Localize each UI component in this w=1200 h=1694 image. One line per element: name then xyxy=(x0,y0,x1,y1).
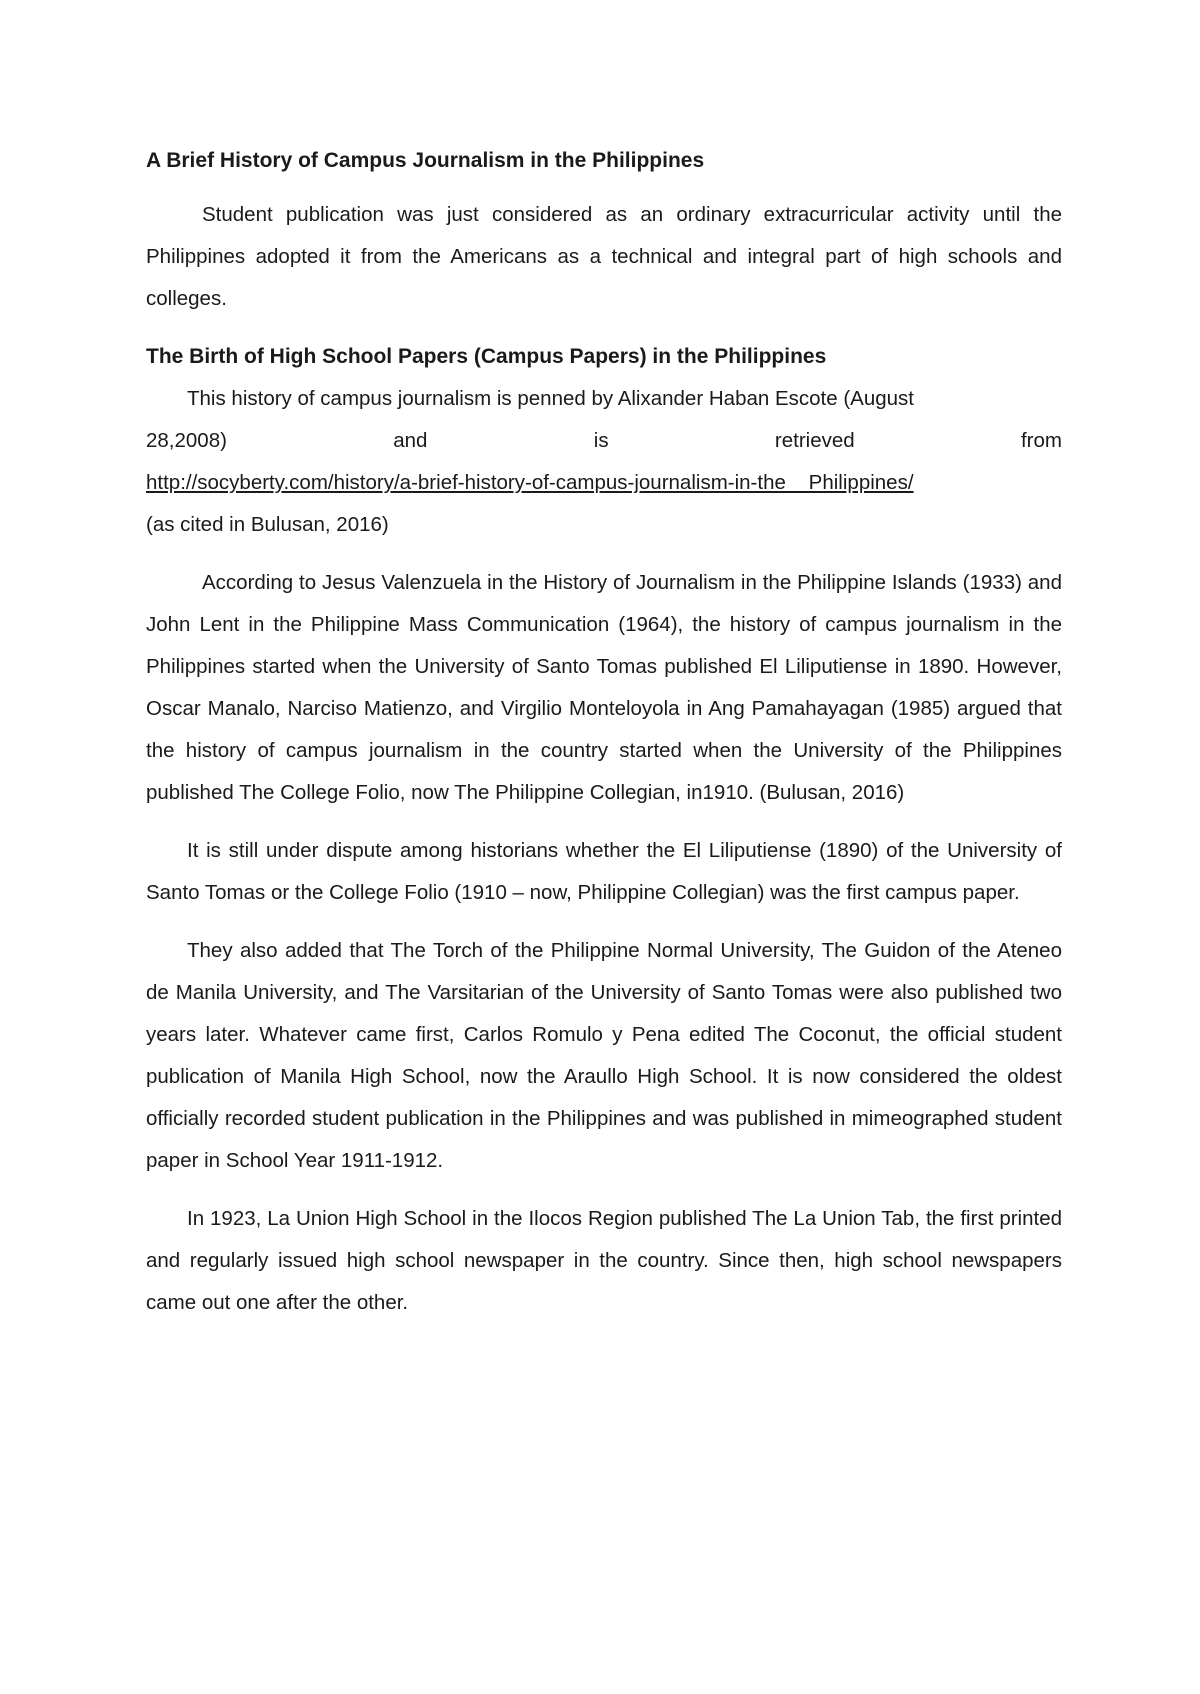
intro-paragraph: Student publication was just considered as an ordinary extracurricular activity until the Philippines adopted it from the Americans as a technical and integral part of high schools and colleges. xyxy=(146,203,1062,310)
document-page xyxy=(146,140,1062,1340)
credit-word: and xyxy=(393,429,428,452)
credit-line-1: This history of campus journalism is penned by Alixander Haban Escote (August xyxy=(187,387,914,410)
citation: (as cited in Bulusan, 2016) xyxy=(146,513,389,536)
body-paragraph-2: It is still under dispute among historians whether the El Liliputiense (1890) of the University of Santo Tomas or the College Folio (1910 – now, Philippine Collegian) was the first campus paper. xyxy=(146,839,1062,904)
credit-word: from xyxy=(1020,429,1062,452)
source-link-line xyxy=(146,462,1062,504)
document-title: A Brief History of Campus Journalism in the Philippines xyxy=(146,149,705,172)
credit-word: retrieved xyxy=(774,429,855,452)
body-paragraph-3: They also added that The Torch of the Philippine Normal University, The Guidon of the Ateneo de Manila University, and The Varsitarian of the University of Santo Tomas were also published two years later. Whatever came first, Carlos Romulo y Pena edited The Coconut, the official student publication of Manila High School, now the Araullo High School. It is now considered the oldest officially recorded student publication in the Philippines and was published in mimeographed student paper in School Year 1911-1912. xyxy=(146,939,1062,1172)
credit-word: 28,2008) xyxy=(146,429,227,452)
credit-block xyxy=(146,378,1062,546)
body-paragraph-4: In 1923, La Union High School in the Ilocos Region published The La Union Tab, the first printed and regularly issued high school newspaper in the country. Since then, high school newspapers came out one after the other. xyxy=(146,1207,1062,1314)
credit-word: is xyxy=(593,429,609,452)
source-link[interactable]: http://socyberty.com/history/a-brief-history-of-campus-journalism-in-the__Philippines/ xyxy=(146,471,914,494)
section-heading: The Birth of High School Papers (Campus Papers) in the Philippines xyxy=(146,345,827,368)
credit-line-2 xyxy=(146,420,1062,462)
body-paragraph-1: According to Jesus Valenzuela in the History of Journalism in the Philippine Islands (1933) and John Lent in the Philippine Mass Communication (1964), the history of campus journalism in the Philippines started when the University of Santo Tomas published El Liliputiense in 1890. However, Oscar Manalo, Narciso Matienzo, and Virgilio Monteloyola in Ang Pamahayagan (1985) argued that the history of campus journalism in the country started when the University of the Philippines published The College Folio, now The Philippine Collegian, in1910. (Bulusan, 2016) xyxy=(146,571,1062,804)
